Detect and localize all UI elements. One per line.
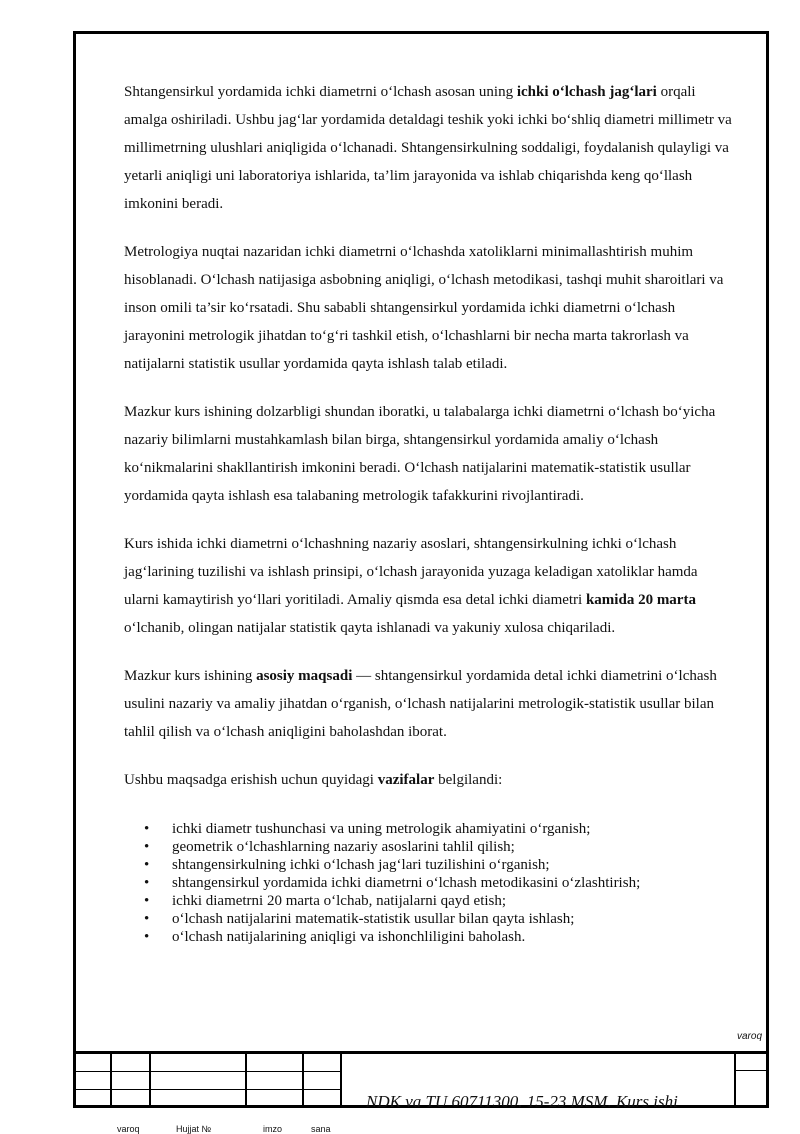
list-item: • shtangensirkul yordamida ichki diametrni o‘lchash metodikasini o‘zlashtirish; xyxy=(124,874,734,892)
title-block-divider xyxy=(340,1054,342,1108)
paragraph-text: belgilandi: xyxy=(434,772,503,788)
paragraph-5 xyxy=(124,662,734,746)
list-item: • o‘lchash natijalarining aniqligi va ishonchliligini baholash. xyxy=(124,928,734,946)
title-block-row-line xyxy=(73,1071,342,1072)
bold-term: ichki o‘lchash jag‘lari xyxy=(516,84,657,100)
title-block-divider xyxy=(302,1054,304,1108)
footer-label-varoq: varoq xyxy=(117,1124,140,1134)
title-block-divider xyxy=(149,1054,151,1108)
paragraph-4 xyxy=(124,530,734,642)
footer-label-document-number: Hujjat № xyxy=(176,1124,212,1134)
paragraph-text: Mazkur kurs ishining dolzarbligi shundan iboratki, u talabalarga ichki diametrni o‘lchash bo‘yicha nazariy bilimlarni mustahkamlash bilan birga, shtangensirkul yordamida amaliy o‘lchash ko‘nikmalarini shakllantirish imkonini beradi. O‘lchash natijalarini matematik-statistik usullar yordamida qayta ishlash esa talabaning metrologik tafakkurini rivojlantiradi. xyxy=(124,404,716,504)
sheet-label: varoq xyxy=(737,1031,763,1042)
paragraph-text: Kurs ishida ichki diametrni o‘lchashning nazariy asoslari, shtangensirkulning ichki o‘lchash jag‘larining tuzilishi va ishlash prinsipi, o‘lchash jarayonida yuzaga keladigan xatoliklar hamda ularni kamaytirish yo‘llari yoritiladi. Amaliy qismda esa detal ichki diametri xyxy=(124,536,698,608)
paragraph-3 xyxy=(124,398,734,510)
footer-label-signature: imzo xyxy=(263,1124,283,1134)
title-block-divider xyxy=(110,1054,112,1108)
paragraph-text: — shtangensirkul yordamida detal ichki diametrini o‘lchash usulini nazariy va amaliy jihatdan o‘rganish, o‘lchash natijalarini metrologik-statistik usullar bilan tahlil qilish va o‘lchash aniqligini baholashdan iborat. xyxy=(124,668,717,740)
paragraph-1 xyxy=(124,78,734,218)
title-block-row-line xyxy=(73,1089,342,1090)
paragraph-text: o‘lchanib, olingan natijalar statistik qayta ishlanadi va yakuniy xulosa chiqariladi. xyxy=(124,620,616,636)
document-code: NDK va TU 60711300. 15-23 MSM. Kurs ishi xyxy=(366,1092,678,1111)
list-item: • shtangensirkulning ichki o‘lchash jag‘lari tuzilishini o‘rganish; xyxy=(124,856,734,874)
paragraph-text: Metrologiya nuqtai nazaridan ichki diametrni o‘lchashda xatoliklarni minimallashtirish muhim hisoblanadi. O‘lchash natijasiga asbobning aniqligi, o‘lchash metodikasi, tashqi muhit sharoitlari va inson omili ta’sir ko‘rsatadi. Shu sababli shtangensirkul yordamida ichki diametrni o‘lchash jarayonini metrologik jihatdan to‘g‘ri tashkil etish, o‘lchashlarni bir necha marta takrorlash va natijalarni statistik usullar yordamida qayta ishlash talab etiladi. xyxy=(124,244,724,372)
footer-label-date: sana xyxy=(311,1124,331,1134)
paragraph-6 xyxy=(124,766,734,794)
bold-term: vazifalar xyxy=(377,772,435,788)
document-body xyxy=(124,78,734,946)
bold-term: kamida 20 marta xyxy=(585,592,696,608)
title-block-row-line xyxy=(734,1070,769,1071)
task-list xyxy=(124,820,734,946)
paragraph-text: Ushbu maqsadga erishish uchun quyidagi xyxy=(124,772,378,788)
list-item: • ichki diametr tushunchasi va uning metrologik ahamiyatini o‘rganish; xyxy=(124,820,734,838)
paragraph-text: Mazkur kurs ishining xyxy=(124,668,257,684)
paragraph-text: orqali amalga oshiriladi. Ushbu jag‘lar yordamida detaldagi teshik yoki ichki bo‘shliq diametri millimetr va millimetrning ulushlari aniqligida o‘lchanadi. Shtangensirkulning soddaligi, foydalanish qulayligi va yetarli aniqligi uni laboratoriya ishlarida, ta’lim jarayonida va ishlab chiqarishda keng qo‘llash imkonini beradi. xyxy=(124,84,732,212)
title-block-divider xyxy=(245,1054,247,1108)
list-item: • o‘lchash natijalarini matematik-statistik usullar bilan qayta ishlash; xyxy=(124,910,734,928)
bold-term: asosiy maqsadi xyxy=(256,668,353,684)
list-item: • geometrik o‘lchashlarning nazariy asoslarini tahlil qilish; xyxy=(124,838,734,856)
paragraph-2 xyxy=(124,238,734,378)
title-block-divider xyxy=(734,1054,736,1108)
paragraph-text: Shtangensirkul yordamida ichki diametrni o‘lchash asosan uning xyxy=(124,84,517,100)
list-item: • ichki diametrni 20 marta o‘lchab, natijalarni qayd etish; xyxy=(124,892,734,910)
